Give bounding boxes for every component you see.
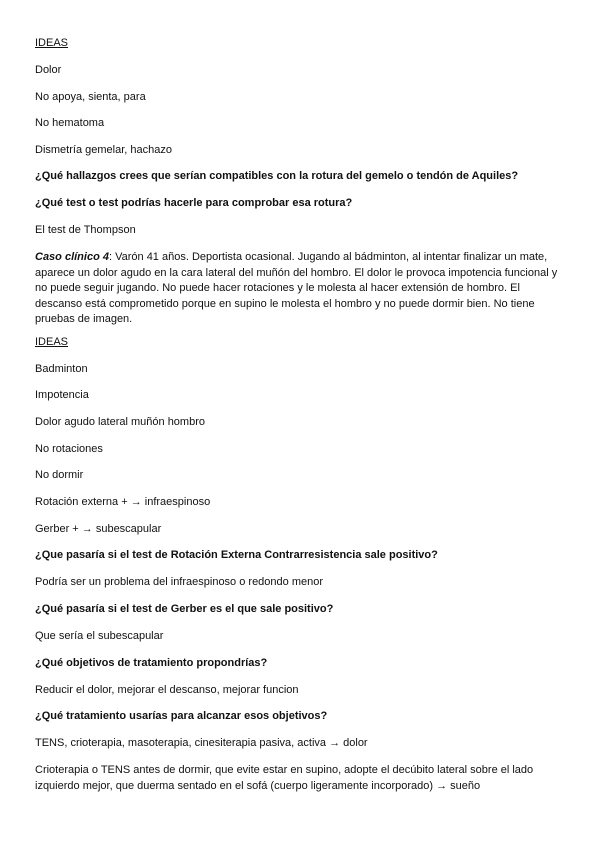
answer-thompson: El test de Thompson [35, 224, 136, 236]
idea-item: No rotaciones [35, 443, 103, 455]
question-test-rotura: ¿Qué test o test podrías hacerle para comprobar esa rotura? [35, 197, 353, 209]
ideas-heading-2: IDEAS [35, 336, 69, 348]
answer-objetivos: Reducir el dolor, mejorar el descanso, mejorar funcion [35, 684, 299, 696]
clinical-case-label: Caso clínico 4 [35, 251, 109, 263]
idea-item: Badminton [35, 363, 88, 375]
question-rotacion-externa: ¿Que pasaría si el test de Rotación Externa Contrarresistencia sale positivo? [35, 549, 438, 561]
answer-infraespinoso: Podría ser un problema del infraespinoso o redondo menor [35, 576, 324, 588]
question-objetivos: ¿Qué objetivos de tratamiento propondrías? [35, 657, 268, 669]
clinical-case-text: : Varón 41 años. Deportista ocasional. Jugando al bádminton, al intentar finalizar un mate, aparece un dolor agudo en la cara lateral del muñón del hombro. El dolor le provoca impotencia funcional y no puede seguir jugando. No puede hacer rotaciones y le molesta al hacer extensión de hombro. El descanso está comprometido porque en supino le molesta el hombro y no puede dormir bien. No tiene pruebas de imagen. [35, 251, 558, 325]
question-tratamiento: ¿Qué tratamiento usarías para alcanzar esos objetivos? [35, 710, 328, 722]
question-hallazgos: ¿Qué hallazgos crees que serían compatibles con la rotura del gemelo o tendón de Aquiles? [35, 170, 519, 182]
idea-item: Dolor agudo lateral muñón hombro [35, 416, 205, 428]
question-gerber: ¿Qué pasaría si el test de Gerber es el que sale positivo? [35, 603, 334, 615]
idea-item: Rotación externa + → infraespinoso [35, 496, 211, 508]
idea-item: No apoya, sienta, para [35, 91, 146, 103]
idea-item: No hematoma [35, 117, 105, 129]
answer-subescapular: Que sería el subescapular [35, 630, 164, 642]
idea-item: No dormir [35, 469, 84, 481]
answer-tratamiento-sueno: Crioterapia o TENS antes de dormir, que evite estar en supino, adopte el decúbito lateral sobre el lado izquierdo mejor, que duerma sentado en el sofá (cuerpo ligeramente incorporado) → sueño [35, 764, 534, 792]
answer-tratamiento-dolor: TENS, crioterapia, masoterapia, cinesiterapia pasiva, activa → dolor [35, 737, 368, 749]
idea-item: Dolor [35, 64, 62, 76]
idea-item: Gerber + → subescapular [35, 523, 162, 535]
ideas-heading-1: IDEAS [35, 37, 69, 49]
clinical-case-4 [35, 250, 570, 328]
idea-item: Dismetría gemelar, hachazo [35, 144, 172, 156]
idea-item: Impotencia [35, 389, 89, 401]
